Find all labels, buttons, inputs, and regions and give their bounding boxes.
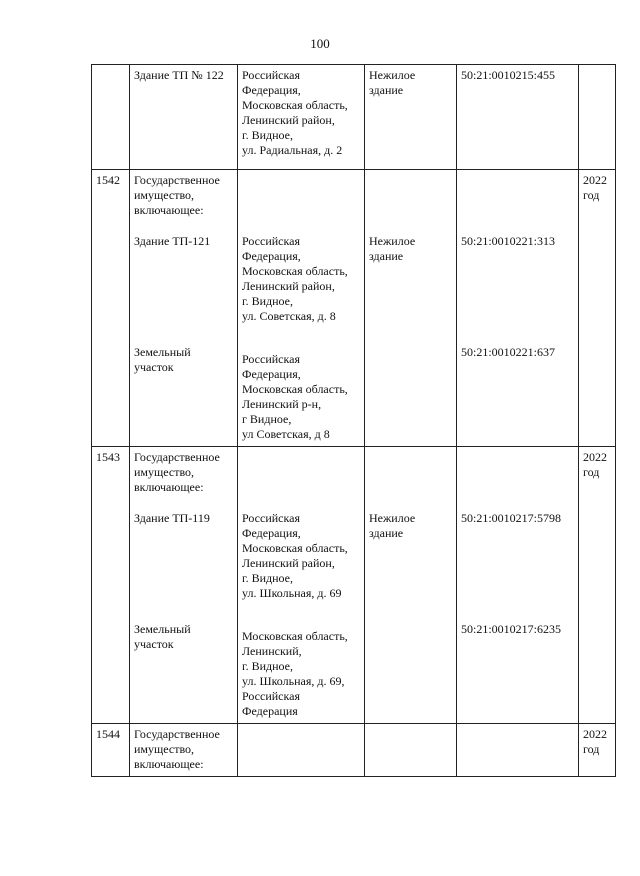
object-name-cell [130,447,238,724]
row-number-cell: 1543 [92,447,130,724]
address-line: г. Видное, [242,659,293,673]
address-cell [238,170,365,447]
address-line: Московская область, [242,98,348,112]
address-line: Федерация, [242,367,301,381]
address-line: ул. Школьная, д. 69 [242,586,342,600]
group-label: Государственное имущество, включающее: [134,173,220,217]
year-cell [579,170,616,447]
address-line: ул. Советская, д. 8 [242,309,336,323]
address-line: Российская [242,511,300,525]
object-type-cell [365,447,457,724]
address-line: Московская область, [242,264,348,278]
item-name: Здание ТП-119 [134,511,210,525]
address-line: ул. Школьная, д. 69, [242,674,345,688]
table-row [92,447,616,724]
address-cell [238,724,365,777]
object-type: Нежилое здание [369,511,416,540]
address-line: Ленинский р-н, [242,397,322,411]
row-number-cell: 1542 [92,170,130,447]
group-label: Государственное имущество, включающее: [134,450,220,494]
row-number-cell [92,65,130,170]
cadastral-number: 50:21:0010217:6235 [461,622,562,636]
address-cell [238,447,365,724]
address-line: Федерация [242,704,298,718]
year-cell [579,724,616,777]
address-line: ул. Радиальная, д. 2 [242,143,343,157]
cadastral-number-cell [457,724,579,777]
address-line: Российская [242,68,300,82]
item-name: Здание ТП-121 [134,234,211,248]
address-cell [238,65,365,170]
address-line: г. Видное, [242,128,293,142]
object-type: Нежилое здание [369,234,416,263]
object-type-cell [365,170,457,447]
address-line: Ленинский район, [242,113,335,127]
cadastral-number-cell [457,170,579,447]
address-line: Ленинский, [242,644,302,658]
address-line: Ленинский район, [242,556,335,570]
year: 2022 год [583,727,607,756]
page-number: 100 [310,36,330,51]
item-name: Земельный участок [134,622,191,651]
object-name-cell: Здание ТП № 122 [130,65,238,170]
year: 2022 год [583,450,607,479]
address-line: Московская область, [242,541,348,555]
address-line: Московская область, [242,382,348,396]
address-line: Московская область, [242,629,348,643]
table-row [92,170,616,447]
address-line: Федерация, [242,249,301,263]
address-line: г. Видное, [242,294,293,308]
cadastral-number: 50:21:0010221:313 [461,234,556,248]
address-line: г. Видное, [242,571,293,585]
address-line: Российская [242,234,300,248]
row-number-cell: 1544 [92,724,130,777]
year-cell [579,65,616,170]
cadastral-number: 50:21:0010221:637 [461,345,556,359]
object-name-cell: Государственное имущество, включающее: [130,724,238,777]
address-line: Федерация, [242,526,301,540]
table-row [92,724,616,777]
year-cell [579,447,616,724]
address-line: Российская [242,352,300,366]
year: 2022 год [583,173,607,202]
cadastral-number-cell [457,447,579,724]
cadastral-number-cell: 50:21:0010215:455 [457,65,579,170]
address-line: ул Советская, д 8 [242,427,330,441]
property-registry-table [91,64,616,777]
address-line: Российская [242,689,300,703]
cadastral-number: 50:21:0010217:5798 [461,511,562,525]
object-type-cell: Нежилое здание [365,65,457,170]
object-type-cell [365,724,457,777]
address-line: Федерация, [242,83,301,97]
address-line: Ленинский район, [242,279,335,293]
address-line: г Видное, [242,412,292,426]
table-row [92,65,616,170]
object-name-cell [130,170,238,447]
item-name: Земельный участок [134,345,191,374]
